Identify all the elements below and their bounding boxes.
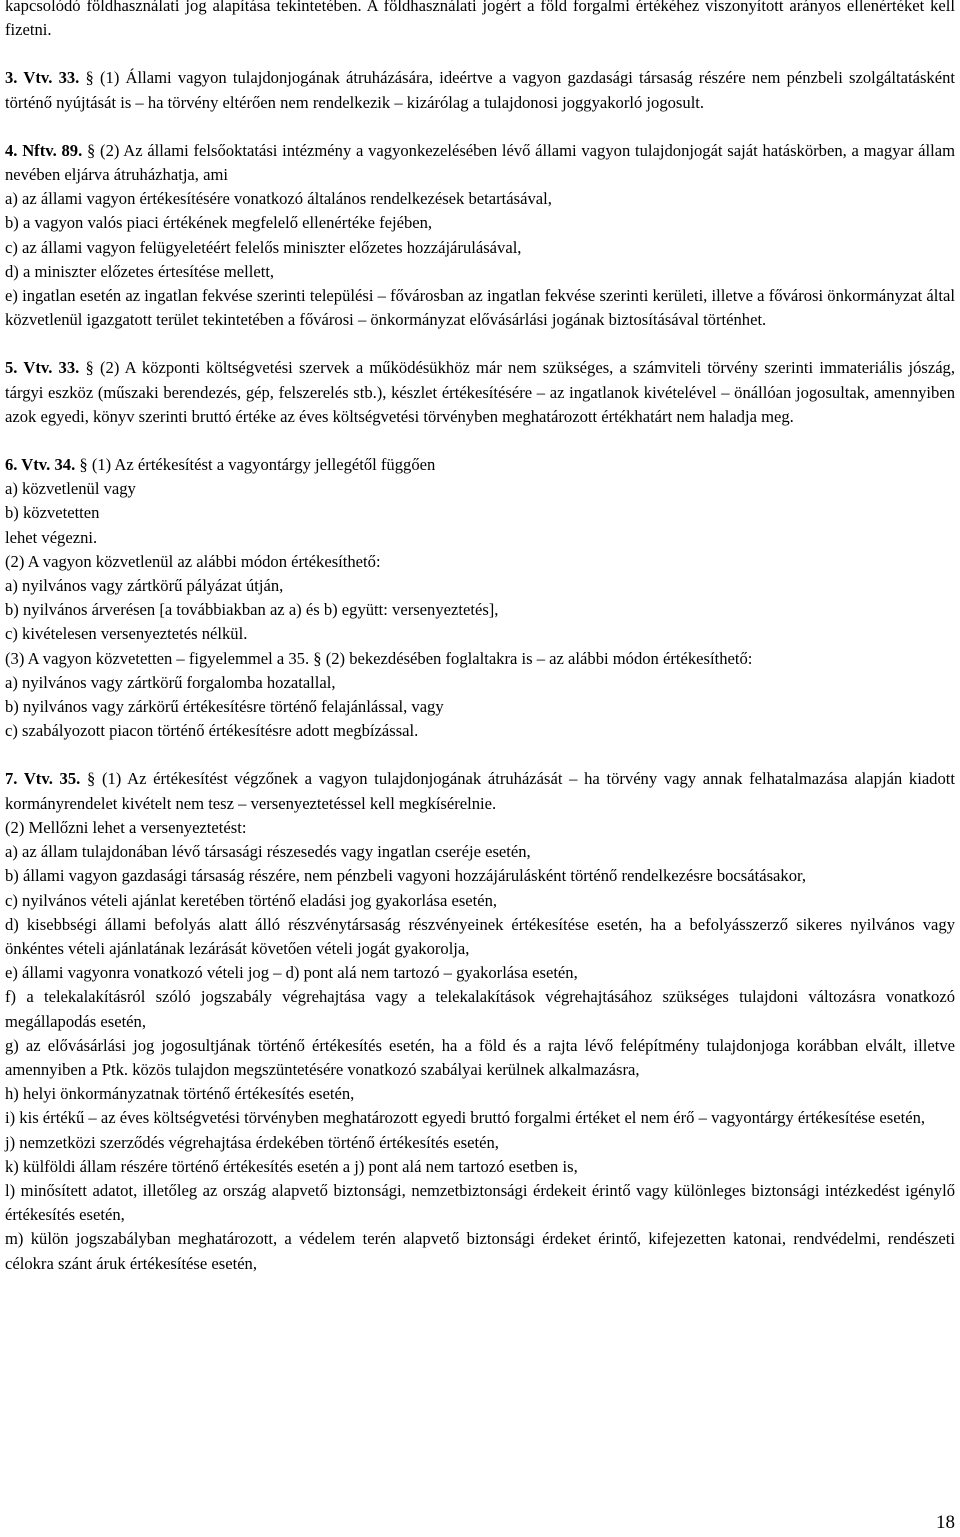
list-item: (2) A vagyon közvetlenül az alábbi módon értékesíthető:	[5, 551, 381, 571]
section-sign: §	[79, 455, 88, 475]
list-item: h) helyi önkormányzatnak történő értékesítés esetén,	[5, 1084, 355, 1104]
list-item: c) nyilvános vételi ajánlat keretében történő eladási jog gyakorlása esetén,	[5, 890, 498, 910]
list-item: b) nyilvános árverésen [a továbbiakban az a) és b) együtt: versenyeztetés],	[5, 600, 499, 620]
list-item: a) nyilvános vagy zártkörű pályázat útján,	[5, 576, 284, 596]
section-text: (1) Az értékesítést végzőnek a vagyon tulajdonjogának átruházását – ha törvény vagy annak felhatalmazása alapján kiadott kormányrendelet kivételt nem tesz – versenyeztetéssel kell megkísérelnie.	[5, 769, 955, 813]
list-item: e) állami vagyonra vonatkozó vételi jog – d) pont alá nem tartozó – gyakorlása esetén,	[5, 963, 578, 983]
section-text: (2) A központi költségvetési szervek a működésükhöz már nem szükséges, a számviteli törvény szerinti immateriális jószág, tárgyi eszköz (műszaki berendezés, gép, felszerelés stb.), készlet értékesítésére – az ingatlanok kivételével – önállóan jogosultak, amennyiben azok egyedi, könyv szerinti bruttó értéke az éves költségvetési törvényben meghatározott értékhatárt nem haladja meg.	[5, 358, 956, 426]
page-number: 18	[936, 1512, 955, 1533]
subsection-text: (2) Mellőzni lehet a versenyeztetést:	[5, 817, 247, 837]
section-text: (1) Az értékesítést a vagyontárgy jellegétől függően	[91, 455, 436, 475]
section-6	[5, 453, 955, 477]
list-item: a) az állami vagyon értékesítésére vonatkozó általános rendelkezések betartásával,	[5, 189, 552, 209]
section-sign: §	[85, 358, 94, 378]
list-item: a) közvetlenül vagy	[5, 479, 136, 499]
subsection-text: (3) A vagyon közvetetten – figyelemmel a 35. § (2) bekezdésében foglaltakra is – az alábbi módon értékesíthető:	[5, 648, 753, 668]
list-item: i) kis értékű – az éves költségvetési törvényben meghatározott egyedi bruttó forgalmi értéket el nem érő – vagyontárgy értékesítése esetén,	[5, 1108, 926, 1128]
section-heading: 7. Vtv. 35.	[5, 769, 81, 789]
list-item: d) kisebbségi állami befolyás alatt álló részvénytársaság részvényeinek értékesítése esetén, ha a befolyásszerző sikeres nyilvános vagy önkéntes vételi ajánlatának lezárását követően vételi jogát gyakorolja,	[5, 914, 955, 958]
list-item: e) ingatlan esetén az ingatlan fekvése szerinti települési – fővárosban az ingatlan fekvése szerinti kerületi, illetve a fővárosi önkormányzat által közvetlenül igazgatott terület tekintetében a fővárosi – önkormányzat elővásárlási jogának biztosításával történhet.	[5, 286, 955, 330]
section-5	[5, 356, 955, 429]
list-item: j) nemzetközi szerződés végrehajtása érdekében történő értékesítés esetén,	[5, 1132, 499, 1152]
section-sign: §	[85, 68, 94, 88]
list-item: f) a telekalakításról szóló jogszabály végrehajtása vagy a telekalakítások végrehajtásához szükséges tulajdoni változásra vonatkozó megállapodás esetén,	[5, 987, 955, 1031]
section-heading: 3. Vtv. 33.	[5, 68, 80, 88]
list-item: m) külön jogszabályban meghatározott, a védelem terén alapvető biztonsági érdeket érintő, kifejezetten katonai, rendvédelmi, rendészeti célokra szánt áruk értékesítése esetén,	[5, 1229, 955, 1273]
section-3	[5, 66, 955, 114]
list-item: a) nyilvános vagy zártkörű forgalomba hozatallal,	[5, 672, 336, 692]
section-heading: 6. Vtv. 34.	[5, 455, 76, 475]
section-4	[5, 139, 955, 187]
section-sign: §	[87, 140, 96, 160]
paragraph-continuation: kapcsolódó földhasználati jog alapítása tekintetében. A földhasználati jogért a föld forgalmi értékéhez viszonyított arányos ellenértéket kell fizetni.	[5, 0, 955, 40]
list-item: k) külföldi állam részére történő értékesítés esetén a j) pont alá nem tartozó esetben is,	[5, 1156, 578, 1176]
list-item: d) a miniszter előzetes értesítése mellett,	[5, 261, 275, 281]
list-item: g) az elővásárlási jog jogosultjának történő értékesítés esetén, ha a föld és a rajta lévő felépítmény tulajdonjoga korábban elvált, illetve amennyiben a Ptk. közös tulajdon megszüntetésére vonatkozó szabályai kerülnek alkalmazásra,	[5, 1035, 955, 1079]
section-text: (2) Az állami felsőoktatási intézmény a vagyonkezelésében lévő állami vagyon tulajdonjogát saját hatáskörben, a magyar állam nevében eljárva átruházhatja, ami	[5, 140, 955, 185]
section-text: (1) Állami vagyon tulajdonjogának átruházására, ideértve a vagyon gazdasági társaság részére nem pénzbeli szolgáltatásként történő nyújtását is – ha törvény eltérően nem rendelkezik – kizárólag a tulajdonosi joggyakorló jogosult.	[5, 68, 955, 112]
section-7	[5, 767, 955, 815]
list-item: c) szabályozott piacon történő értékesítésre adott megbízással.	[5, 721, 419, 741]
list-item: l) minősített adatot, illetőleg az ország alapvető biztonsági, nemzetbiztonsági érdekeit érintő vagy különleges biztonsági intézkedést igénylő értékesítés esetén,	[5, 1180, 955, 1225]
list-item: b) állami vagyon gazdasági társaság részére, nem pénzbeli vagyoni hozzájárulásként történő rendelkezésre bocsátásakor,	[5, 866, 807, 886]
list-item: c) kivételesen versenyeztetés nélkül.	[5, 624, 248, 644]
list-item: a) az állam tulajdonában lévő társasági részesedés vagy ingatlan cseréje esetén,	[5, 842, 531, 862]
section-heading: 5. Vtv. 33.	[5, 358, 80, 378]
list-item: b) nyilvános vagy zárkörű értékesítésre történő felajánlással, vagy	[5, 697, 444, 717]
document-body	[5, 0, 955, 1276]
section-heading: 4. Nftv. 89.	[5, 140, 83, 160]
list-item: c) az állami vagyon felügyeletéért felelős miniszter előzetes hozzájárulásával,	[5, 237, 522, 257]
list-item: b) a vagyon valós piaci értékének megfelelő ellenértéke fejében,	[5, 213, 433, 233]
section-sign: §	[86, 769, 96, 789]
list-item: lehet végezni.	[5, 527, 98, 547]
list-item: b) közvetetten	[5, 503, 100, 523]
